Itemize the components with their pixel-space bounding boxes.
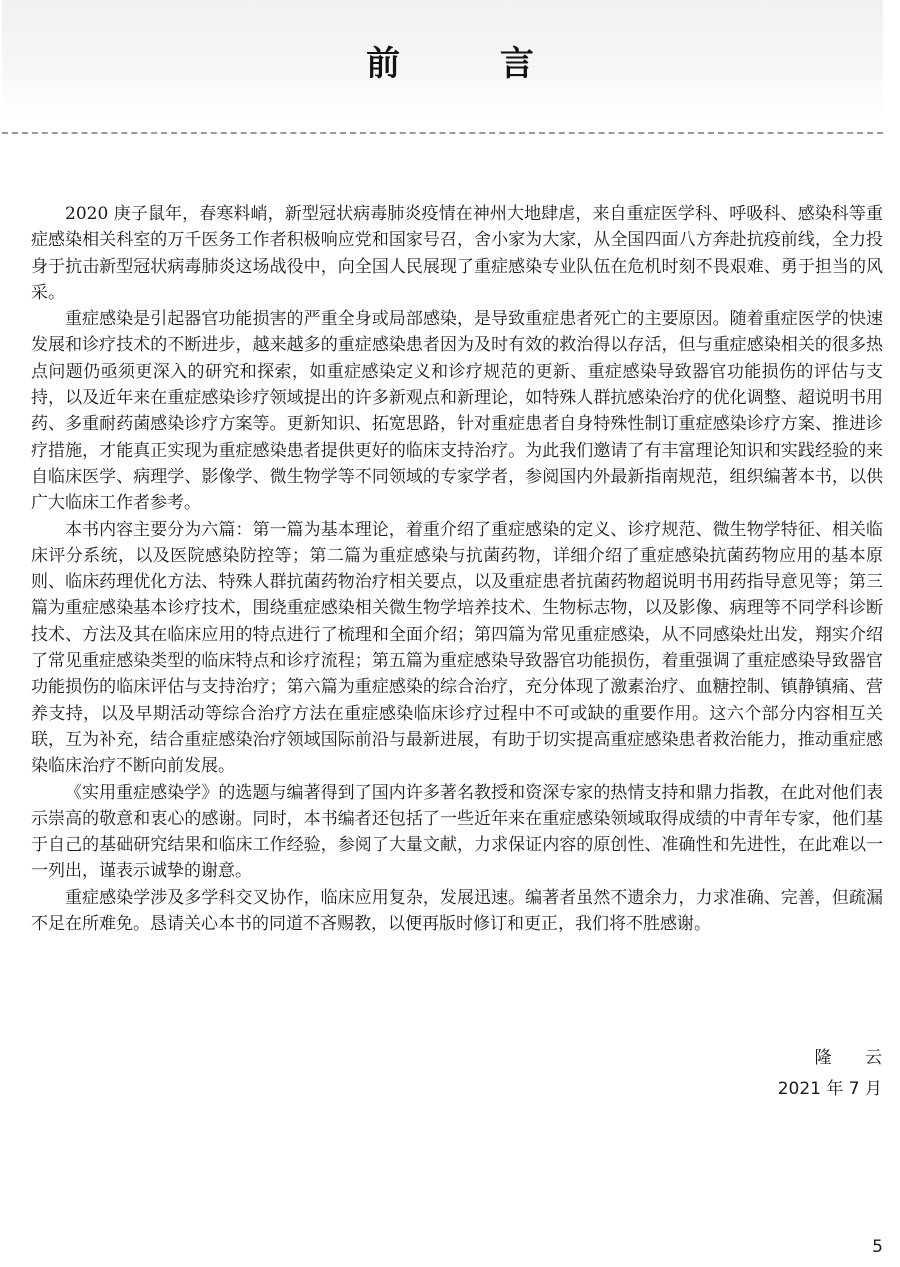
header-divider: [2, 132, 883, 134]
page-title: 前 言: [366, 44, 578, 84]
paragraph-intro: 2020 庚子鼠年，春寒料峭，新型冠状病毒肺炎疫情在神州大地肆虐，来自重症医学科、呼吸科、感染科等重症感染相关科室的万千医务工作者积极响应党和国家号召，舍小家为大家，从全国四面八方奔赴抗疫前线，全力投身于抗击新型冠状病毒肺炎这场战役中，向全国人民展现了重症感染专业队伍在危机时刻不畏艰难、勇于担当的风采。: [31, 204, 883, 303]
paragraph-contents: 本书内容主要分为六篇：第一篇为基本理论，着重介绍了重症感染的定义、诊疗规范、微生物学特征、相关临床评分系统，以及医院感染防控等；第二篇为重症感染与抗菌药物，详细介绍了重症感染抗菌药物应用的基本原则、临床药理优化方法、特殊人群抗菌药物治疗相关要点，以及重症患者抗菌药物超说明书用药指导意见等；第三篇为重症感染基本诊疗技术，围绕重症感染相关微生物学培养技术、生物标志物，以及影像、病理等不同学科诊断技术、方法及其在临床应用的特点进行了梳理和全面介绍；第四篇为常见重症感染，从不同感染灶出发，翔实介绍了常见重症感染类型的临床特点和诊疗流程；第五篇为重症感染导致器官功能损伤，着重强调了重症感染导致器官功能损伤的临床评估与支持治疗；第六篇为重症感染的综合治疗，充分体现了激素治疗、血糖控制、镇静镇痛、营养支持，以及早期活动等综合治疗方法在重症感染临床诊疗过程中不可或缺的重要作用。这六个部分内容相互关联，互为补充，结合重症感染治疗领域国际前沿与最新进展，有助于切实提高重症感染患者救治能力，推动重症感染临床治疗不断向前发展。: [31, 519, 883, 777]
signature-block: [777, 1043, 896, 1105]
paragraph-acknowledgements: 《实用重症感染学》的选题与编著得到了国内许多著名教授和资深专家的热情支持和鼎力指教，在此对他们表示崇高的敬意和衷心的感谢。同时，本书编者还包括了一些近年来在重症感染领域取得成绩的中青年专家，他们基于自己的基础研究结果和临床工作经验，参阅了大量文献，力求保证内容的原创性、准确性和先进性，在此难以一一列出，谨表示诚挚的谢意。: [31, 782, 883, 882]
preface-body: [31, 201, 883, 937]
paragraph-background: 重症感染是引起器官功能损害的严重全身或局部感染，是导致重症患者死亡的主要原因。随着重症医学的快速发展和诊疗技术的不断进步，越来越多的重症感染患者因为及时有效的救治得以存活，但与重症感染相关的很多热点问题仍亟须更深入的研究和探索，如重症感染定义和诊疗规范的更新、重症感染导致器官功能损伤的评估与支持，以及近年来在重症感染诊疗领域提出的许多新观点和新理论，如特殊人群抗感染治疗的优化调整、超说明书用药、多重耐药菌感染诊疗方案等。更新知识、拓宽思路，针对重症患者自身特殊性制订重症感染诊疗方案、推进诊疗措施，才能真正实现为重症感染患者提供更好的临床支持治疗。为此我们邀请了有丰富理论知识和实践经验的来自临床医学、病理学、影像学、微生物学等不同领域的专家学者，参阅国内外最新指南规范，组织编著本书，以供广大临床工作者参考。: [31, 309, 883, 514]
paragraph-closing: 重症感染学涉及多学科交叉协作，临床应用复杂，发展迅速。编著者虽然不遗余力，力求准确、完善，但疏漏不足在所难免。恳请关心本书的同道不吝赐教，以便再版时修订和更正，我们将不胜感谢。: [31, 887, 883, 935]
signature-date: 2021 年 7 月: [777, 1079, 882, 1099]
page-number: 5: [872, 1237, 883, 1257]
author-name: 隆 云: [814, 1048, 896, 1068]
